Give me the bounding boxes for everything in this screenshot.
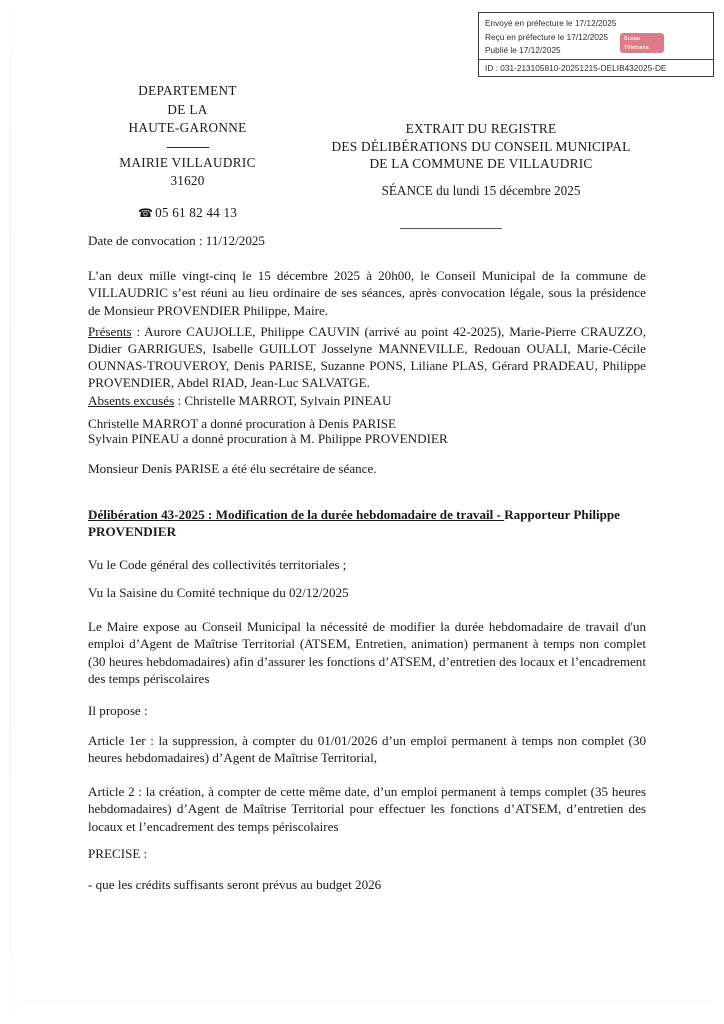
absentees-paragraph [88, 392, 646, 409]
red-seal-stamp-line2: Télétrans. [624, 45, 651, 52]
scan-edge-artifact-bottom [22, 1001, 712, 1002]
attendees-paragraph [88, 323, 646, 391]
red-seal-stamp-line1: Sceau [624, 36, 641, 42]
secretary-line: Monsieur Denis PARISE a été élu secrétaire de séance. [88, 461, 377, 476]
deliberation-title [88, 507, 650, 540]
department-line-2: DE LA [167, 101, 208, 117]
department-line-1: DEPARTEMENT [138, 83, 237, 98]
seance-date: SÉANCE du lundi 15 décembre 2025 [381, 183, 581, 198]
document-title-line-2: DES DÉLIBÉRATIONS DU CONSEIL MUNICIPAL [331, 138, 631, 154]
document-title-line-1: EXTRAIT DU REGISTRE [405, 121, 557, 136]
teletransmission-id-line: ID : 031-213105810-20251215-DELIB432025-DE [479, 59, 713, 75]
red-seal-stamp-icon [620, 33, 664, 53]
precise-label: PRECISE : [88, 846, 148, 861]
teletransmission-sent-line: Envoyé en préfecture le 17/12/2025 [485, 19, 617, 28]
teletransmission-published-line: Publié le 17/12/2025 [485, 46, 561, 56]
scan-edge-artifact-left [10, 0, 11, 1024]
propose-line: Il propose : [88, 703, 148, 718]
document-title-block [295, 120, 667, 173]
attendees-label: Présents [88, 324, 132, 339]
vu-line-2: Vu la Saisine du Comité technique du 02/12/2025 [88, 585, 349, 600]
proxy-line-1: Christelle MARROT a donné procuration à Denis PARISE [88, 416, 397, 431]
seance-divider [400, 228, 502, 229]
proxy-line-2: Sylvain PINEAU a donné procuration à M. Philippe PROVENDIER [88, 431, 448, 446]
postal-code: 31620 [170, 173, 205, 188]
convocation-date: Date de convocation : 11/12/2025 [88, 233, 265, 248]
expose-paragraph: Le Maire expose au Conseil Municipal la nécessité de modifier la durée hebdomadaire de travail d'un emploi d’Agent de Maîtrise Territorial (ATSEM, Entretien, animation) permanent à temps non complet (30 heures hebdomadaires) afin d’assurer les fonctions d’ATSEM, d’entretien des locaux et l’encadrement des temps périscolaires [88, 619, 646, 687]
document-title-line-3: DE LA COMMUNE DE VILLAUDRIC [369, 156, 593, 172]
commune-header-block [60, 82, 315, 222]
attendees-list: : Aurore CAUJOLLE, Philippe CAUVIN (arrivé au point 42-2025), Marie-Pierre CRAUZZO, Didier GARRIGUES, Isabelle GUILLOT Josselyne MANNEVILLE, Redouan OUALI, Marie-Cécile OUNNAS-TROUVEROY, Denis PARISE, Suzanne PONS, Liliane PLAS, Gérard PRADEAU, Philippe PROVENDIER, Abdel RIAD, Jean-Luc SALVATGE. [88, 324, 646, 390]
phone-number: 05 61 82 44 13 [155, 204, 238, 220]
deliberation-title-underlined: Délibération 43-2025 : Modification de la durée hebdomadaire de travail - [88, 507, 505, 522]
phone-line [60, 204, 315, 223]
absentees-label: Absents excusés [88, 393, 175, 408]
teletransmission-received-line: Reçu en préfecture le 17/12/2025 [485, 32, 609, 42]
telephone-icon: ☎ [137, 205, 154, 220]
department-line-3: HAUTE-GARONNE [128, 120, 247, 135]
teletransmission-stamp-box [478, 12, 714, 77]
deliberation-title-rapporteur: Rapporteur Philippe PROVENDIER [88, 507, 620, 539]
article-1-paragraph: Article 1er : la suppression, à compter du 01/01/2026 d’un emploi permanent à temps non complet (30 heures hebdomadaires) d’Agent de Maîtrise Territorial, [88, 733, 646, 766]
precise-item-1: - que les crédits suffisants seront prévus au budget 2026 [88, 877, 382, 892]
article-2-paragraph: Article 2 : la création, à compter de cette même date, d’un emploi permanent à temps complet (35 heures hebdomadaires) d’Agent de Maîtrise Territorial pour effectuer les fonctions d’ATSEM, d’entretien des locaux et l’encadrement des temps périscolaires [88, 784, 646, 834]
mairie-name: MAIRIE VILLAUDRIC [119, 154, 256, 170]
absentees-list: : Christelle MARROT, Sylvain PINEAU [174, 393, 392, 408]
opening-paragraph: L’an deux mille vingt-cinq le 15 décembre 2025 à 20h00, le Conseil Municipal de la commune de VILLAUDRIC s’est réuni au lieu ordinaire de ses séances, après convocation légale, sous la présidence de Monsieur PROVENDIER Philippe, Maire. [88, 268, 646, 318]
vu-line-1: Vu le Code général des collectivités territoriales ; [88, 557, 347, 572]
header-divider [167, 147, 209, 148]
